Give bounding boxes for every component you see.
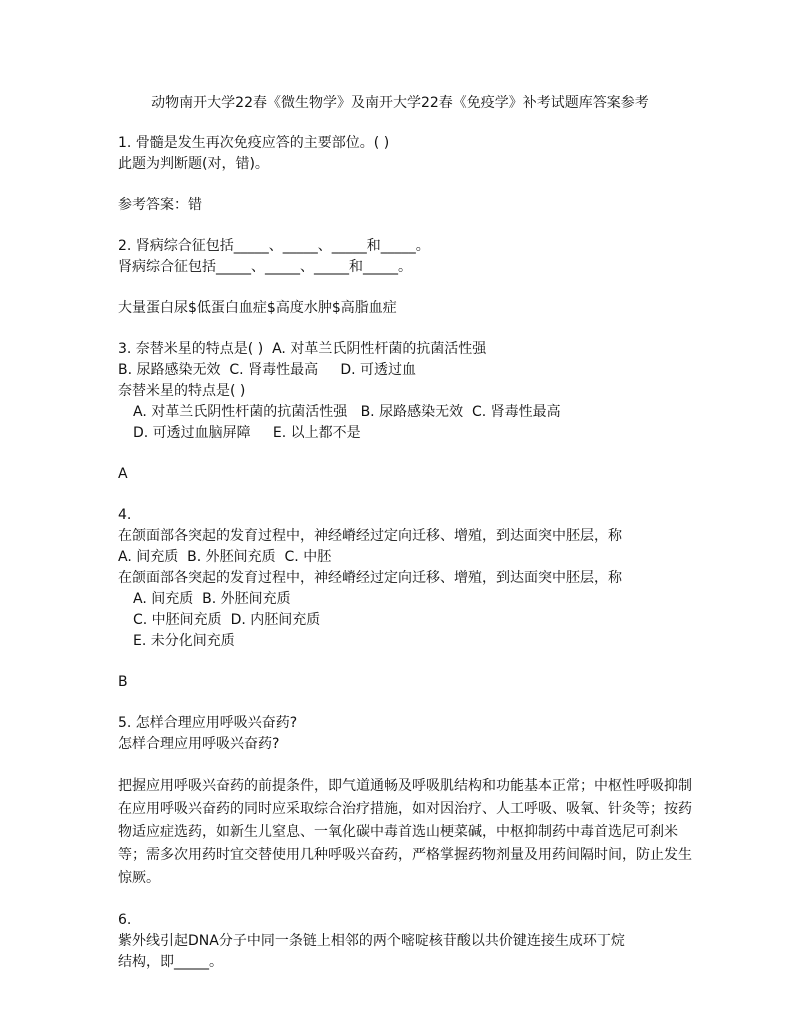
question-6 — [118, 910, 718, 973]
question-prompt: 怎样合理应用呼吸兴奋药? — [118, 736, 280, 752]
answer-text: B — [118, 674, 128, 690]
question-text: 3. 奈替米星的特点是( ) A. 对革兰氏阴性杆菌的抗菌活性强 — [118, 341, 487, 357]
question-text: 5. 怎样合理应用呼吸兴奋药? — [118, 715, 298, 731]
question-text-line2: 结构，即_____。 — [118, 954, 223, 970]
question-text-line2: B. 尿路感染无效 C. 肾毒性最高 D. 可透过血 — [118, 362, 417, 378]
question-text: 在颌面部各突起的发育过程中，神经嵴经过定向迁移、增殖，到达面突中胚层，称 — [118, 528, 622, 544]
question-5 — [118, 713, 718, 890]
question-text: 1. 骨髓是发生再次免疫应答的主要部位。( ) — [118, 135, 390, 151]
question-2 — [118, 236, 718, 319]
question-prompt: 此题为判断题(对，错)。 — [118, 156, 269, 172]
options-line: E. 未分化间充质 — [133, 633, 235, 649]
question-4 — [118, 505, 718, 693]
answer-text: 大量蛋白尿$低蛋白血症$高度水肿$高脂血症 — [118, 300, 397, 316]
question-list — [118, 133, 718, 973]
options-line: A. 间充质 B. 外胚间充质 — [133, 591, 291, 607]
question-text: 2. 肾病综合征包括_____、_____、_____和_____。 — [118, 238, 430, 254]
answer-text: 参考答案：错 — [118, 197, 202, 213]
answer-text: 把握应用呼吸兴奋药的前提条件，即气道通畅及呼吸肌结构和功能基本正常；中枢性呼吸抑制在应用呼吸兴奋药的同时应采取综合治疗措施，如对因治疗、人工呼吸、吸氧、针灸等；按药物适应症选药，如新生儿窒息、一氧化碳中毒首选山梗菜碱，中枢抑制药中毒首选尼可刹米等；需多次用药时宜交替使用几种呼吸兴奋药，严格掌握药物剂量及用药间隔时间，防止发生惊厥。 — [118, 778, 692, 886]
answer-text: A — [118, 466, 128, 482]
options-line: C. 中胚间充质 D. 内胚间充质 — [133, 612, 321, 628]
question-prompt: 肾病综合征包括_____、_____、_____和_____。 — [118, 259, 412, 275]
question-1 — [118, 133, 718, 216]
question-text-line2: A. 间充质 B. 外胚间充质 C. 中胚 — [118, 549, 332, 565]
question-3 — [118, 339, 718, 485]
question-number: 4. — [118, 507, 132, 523]
question-number: 6. — [118, 912, 132, 928]
question-text: 紫外线引起DNA分子中同一条链上相邻的两个嘧啶核苷酸以共价键连接生成环丁烷 — [118, 933, 625, 949]
options-line: D. 可透过血脑屏障 E. 以上都不是 — [133, 425, 361, 441]
question-prompt: 在颌面部各突起的发育过程中，神经嵴经过定向迁移、增殖，到达面突中胚层，称 — [118, 570, 622, 586]
options-line: A. 对革兰氏阴性杆菌的抗菌活性强 B. 尿路感染无效 C. 肾毒性最高 — [133, 404, 561, 420]
page-title: 动物南开大学22春《微生物学》及南开大学22春《免疫学》补考试题库答案参考 — [151, 95, 649, 111]
question-prompt: 奈替米星的特点是( ) — [118, 383, 246, 399]
